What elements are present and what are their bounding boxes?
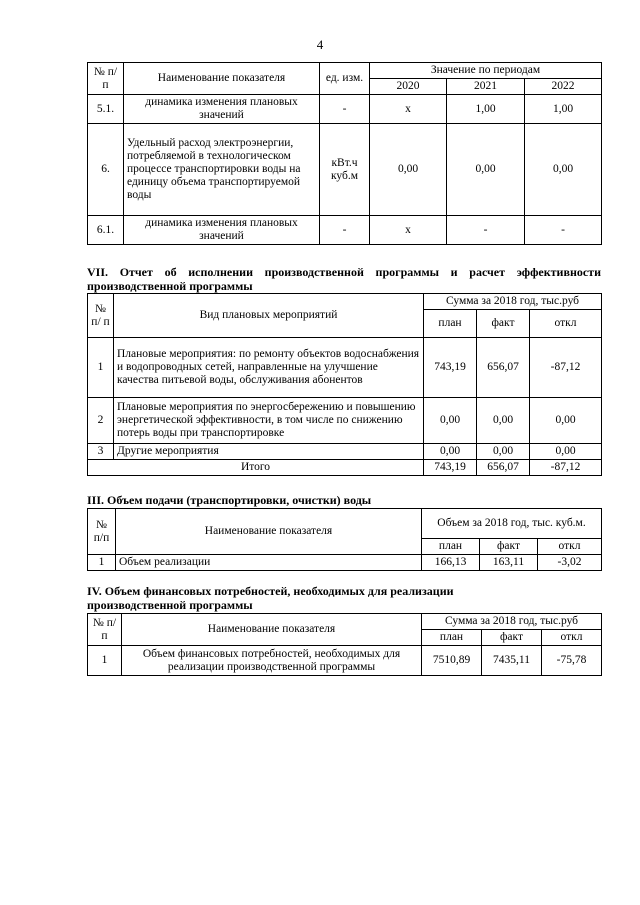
header-plan: план xyxy=(424,310,477,338)
row-fact: 7435,11 xyxy=(482,646,542,676)
header-dev: откл xyxy=(542,630,602,646)
row-num: 1 xyxy=(88,338,114,398)
row-value: 0,00 xyxy=(370,124,447,216)
execution-report-table xyxy=(87,293,602,476)
row-plan: 0,00 xyxy=(424,398,477,444)
row-value: x xyxy=(370,216,447,245)
header-num: № п/ п xyxy=(88,294,114,338)
header-unit: ед. изм. xyxy=(320,63,370,95)
row-fact: 163,11 xyxy=(480,555,538,571)
header-year: 2021 xyxy=(447,79,525,95)
row-fact: 0,00 xyxy=(477,398,530,444)
row-plan: 0,00 xyxy=(424,444,477,460)
table-row xyxy=(88,646,602,676)
row-plan: 743,19 xyxy=(424,338,477,398)
financial-needs-table xyxy=(87,613,602,676)
row-name: Другие мероприятия xyxy=(114,444,424,460)
row-dev: -3,02 xyxy=(538,555,602,571)
row-dev: 0,00 xyxy=(530,444,602,460)
header-plan: план xyxy=(422,539,480,555)
row-dev: 0,00 xyxy=(530,398,602,444)
total-plan: 743,19 xyxy=(424,460,477,476)
row-dev: -87,12 xyxy=(530,338,602,398)
header-year: 2022 xyxy=(525,79,602,95)
page-number: 4 xyxy=(316,37,324,52)
row-dev: -75,78 xyxy=(542,646,602,676)
table-row xyxy=(88,216,602,245)
table-total-row xyxy=(88,460,602,476)
header-num: № п/п xyxy=(88,63,124,95)
row-unit: - xyxy=(320,216,370,245)
table-row xyxy=(88,398,602,444)
row-num: 1 xyxy=(88,555,116,571)
header-num: № п/п xyxy=(88,614,122,646)
table-row xyxy=(88,124,602,216)
row-name: Объем финансовых потребностей, необходимых для реализации производственной программы xyxy=(122,646,422,676)
row-value: 0,00 xyxy=(447,124,525,216)
row-plan: 166,13 xyxy=(422,555,480,571)
header-sum: Объем за 2018 год, тыс. куб.м. xyxy=(422,509,602,539)
row-value: 1,00 xyxy=(525,95,602,124)
row-num: 6.1. xyxy=(88,216,124,245)
section-3-title: III. Объем подачи (транспортировки, очистки) воды xyxy=(87,493,372,507)
header-fact: факт xyxy=(477,310,530,338)
row-value: - xyxy=(525,216,602,245)
row-num: 3 xyxy=(88,444,114,460)
header-plan: план xyxy=(422,630,482,646)
table-row xyxy=(88,444,602,460)
header-name: Наименование показателя xyxy=(124,63,320,95)
header-fact: факт xyxy=(480,539,538,555)
row-unit: - xyxy=(320,95,370,124)
table-row xyxy=(88,555,602,571)
water-supply-table xyxy=(87,508,602,571)
row-value: - xyxy=(447,216,525,245)
header-sum: Сумма за 2018 год, тыс.руб xyxy=(424,294,602,310)
row-num: 6. xyxy=(88,124,124,216)
header-num: № п/п xyxy=(88,509,116,555)
header-dev: откл xyxy=(530,310,602,338)
row-value: 1,00 xyxy=(447,95,525,124)
row-name: Плановые мероприятия по энергосбережению и повышению энергетической эффективности, в том числе по снижению потерь воды при транспортировке xyxy=(114,398,424,444)
header-name: Наименование показателя xyxy=(116,509,422,555)
table-row xyxy=(88,95,602,124)
row-value: x xyxy=(370,95,447,124)
row-name: Объем реализации xyxy=(116,555,422,571)
row-num: 1 xyxy=(88,646,122,676)
total-label: Итого xyxy=(88,460,424,476)
row-unit: кВт.ч куб.м xyxy=(320,124,370,216)
row-fact: 0,00 xyxy=(477,444,530,460)
header-name: Наименование показателя xyxy=(122,614,422,646)
row-name: динамика изменения плановых значений xyxy=(124,216,320,245)
row-plan: 7510,89 xyxy=(422,646,482,676)
section-7-title: VII. Отчет об исполнении производственной программы и расчет эффективности производственной программы xyxy=(87,265,601,293)
header-fact: факт xyxy=(482,630,542,646)
row-num: 5.1. xyxy=(88,95,124,124)
header-name: Вид плановых мероприятий xyxy=(114,294,424,338)
header-dev: откл xyxy=(538,539,602,555)
row-value: 0,00 xyxy=(525,124,602,216)
header-sum: Сумма за 2018 год, тыс.руб xyxy=(422,614,602,630)
table-row xyxy=(88,338,602,398)
header-year: 2020 xyxy=(370,79,447,95)
row-name: Удельный расход электроэнергии, потребляемой в технологическом процессе транспортировки воды на единицу объема транспортируемой воды xyxy=(124,124,320,216)
row-name: Плановые мероприятия: по ремонту объектов водоснабжения и водопроводных сетей, направленные на улучшение качества питьевой воды, обслуживания абонентов xyxy=(114,338,424,398)
row-fact: 656,07 xyxy=(477,338,530,398)
header-periods: Значение по периодам xyxy=(370,63,602,79)
total-fact: 656,07 xyxy=(477,460,530,476)
total-dev: -87,12 xyxy=(530,460,602,476)
indicators-table xyxy=(87,62,602,245)
row-name: динамика изменения плановых значений xyxy=(124,95,320,124)
row-num: 2 xyxy=(88,398,114,444)
section-4-title: IV. Объем финансовых потребностей, необходимых для реализации производственной программы xyxy=(87,584,454,612)
